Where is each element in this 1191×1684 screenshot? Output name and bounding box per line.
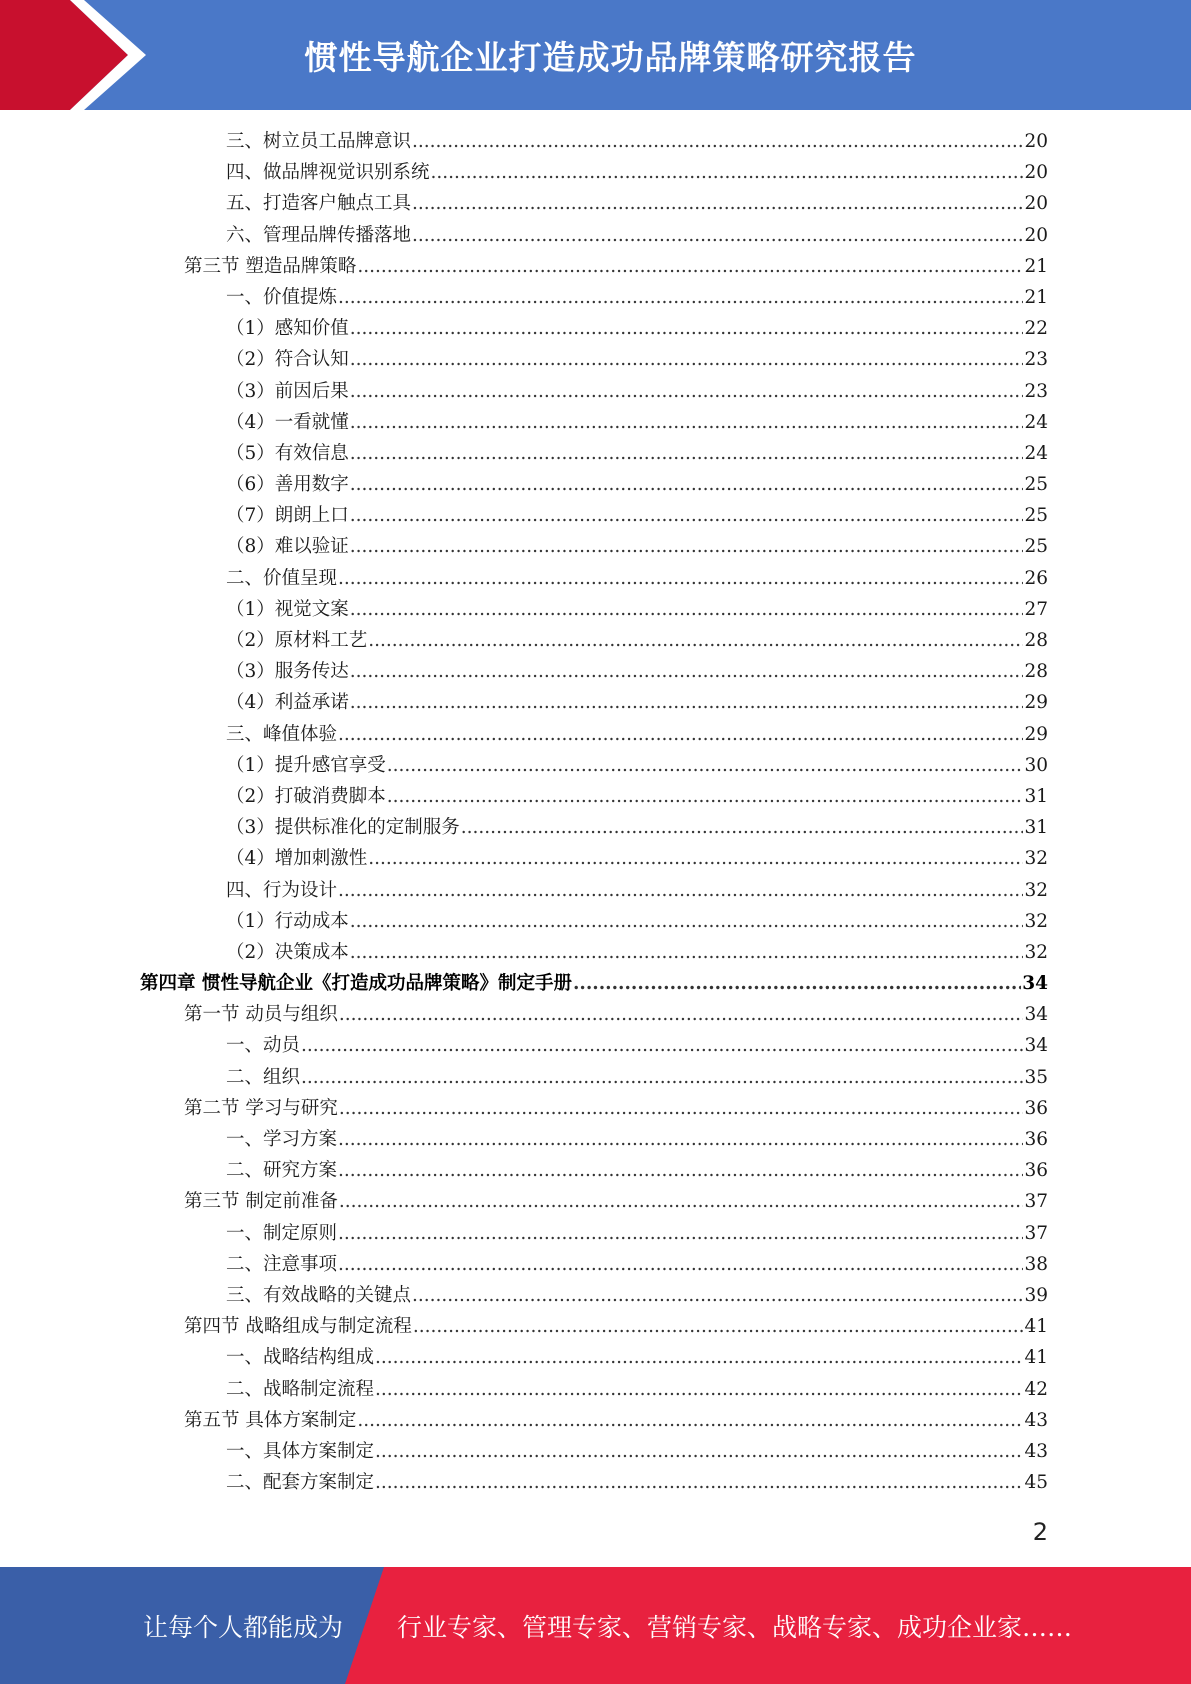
toc-entry[interactable] [140, 564, 1048, 595]
toc-entry-label: （1）感知价值 [226, 318, 349, 340]
toc-entry-label: 二、注意事项 [226, 1253, 338, 1275]
header-chevron-decoration [0, 0, 150, 110]
toc-leader-dots [461, 817, 1024, 838]
toc-entry[interactable] [140, 813, 1048, 844]
toc-entry-page: 43 [1024, 1409, 1048, 1431]
toc-entry-label: 一、学习方案 [226, 1129, 338, 1150]
toc-entry-label: 二、配套方案制定 [226, 1472, 375, 1494]
toc-entry[interactable] [140, 1219, 1048, 1250]
toc-entry-label: 二、组织 [226, 1066, 301, 1088]
toc-leader-dots [357, 256, 1023, 277]
toc-entry[interactable] [140, 439, 1048, 470]
toc-entry[interactable] [140, 377, 1048, 408]
toc-entry-page: 30 [1024, 754, 1048, 776]
toc-leader-dots [338, 1160, 1023, 1181]
toc-entry-label: 四、做品牌视觉识别系统 [226, 162, 430, 184]
toc-entry-page: 23 [1024, 349, 1048, 371]
toc-entry-page: 34 [1022, 973, 1048, 995]
toc-leader-dots [573, 973, 1021, 994]
toc-entry-label: （3）提供标准化的定制服务 [226, 817, 460, 839]
toc-entry-label: 第一节 动员与组织 [184, 1004, 338, 1026]
toc-entry[interactable] [140, 1156, 1048, 1187]
toc-entry-page: 36 [1024, 1129, 1048, 1150]
toc-entry-page: 25 [1024, 505, 1048, 527]
toc-entry-page: 22 [1024, 318, 1048, 340]
toc-leader-dots [350, 349, 1024, 370]
toc-entry[interactable] [140, 1437, 1048, 1468]
toc-entry-label: 第四章 惯性导航企业《打造成功品牌策略》制定手册 [140, 973, 572, 995]
toc-entry[interactable] [140, 1375, 1048, 1406]
toc-entry-page: 25 [1024, 474, 1048, 496]
toc-entry-page: 36 [1024, 1160, 1048, 1182]
page-number: 2 [1032, 1518, 1048, 1546]
toc-entry[interactable] [140, 1406, 1048, 1437]
toc-entry-page: 42 [1024, 1378, 1048, 1400]
toc-entry-page: 28 [1024, 661, 1048, 683]
toc-entry-label: （5）有效信息 [226, 442, 349, 464]
toc-leader-dots [350, 599, 1024, 620]
toc-entry-label: 三、树立员工品牌意识 [226, 131, 412, 152]
toc-entry[interactable] [140, 501, 1048, 532]
toc-entry-page: 38 [1024, 1253, 1048, 1275]
footer-slogan-left: 让每个人都能成为 [143, 1612, 344, 1642]
toc-entry-label: （2）决策成本 [226, 941, 349, 963]
toc-entry[interactable] [140, 969, 1048, 1000]
toc-entry-page: 20 [1024, 162, 1048, 184]
toc-entry-page: 35 [1024, 1066, 1048, 1088]
toc-entry-page: 21 [1024, 286, 1048, 308]
toc-entry[interactable] [140, 720, 1048, 751]
toc-leader-dots [368, 630, 1023, 651]
toc-entry-label: 第五节 具体方案制定 [184, 1409, 357, 1431]
toc-entry-label: （6）善用数字 [226, 474, 349, 496]
toc-entry-page: 34 [1024, 1035, 1048, 1057]
report-title: 惯性导航企业打造成功品牌策略研究报告 [304, 37, 917, 77]
toc-entry-page: 23 [1024, 380, 1048, 402]
toc-entry-page: 41 [1024, 1347, 1048, 1369]
toc-entry[interactable] [140, 782, 1048, 813]
toc-entry[interactable] [140, 751, 1048, 782]
toc-entry[interactable] [140, 158, 1048, 189]
toc-entry-label: 二、战略制定流程 [226, 1378, 375, 1400]
toc-leader-dots [350, 692, 1024, 713]
toc-entry[interactable] [140, 1125, 1048, 1156]
toc-leader-dots [387, 786, 1024, 807]
toc-entry[interactable] [140, 532, 1048, 563]
toc-leader-dots [338, 880, 1023, 901]
toc-entry-page: 34 [1024, 1004, 1048, 1026]
toc-entry-page: 24 [1024, 411, 1048, 433]
toc-entry-label: 一、价值提炼 [226, 286, 338, 308]
toc-entry[interactable] [140, 1031, 1048, 1062]
toc-entry-label: 第三节 制定前准备 [184, 1191, 338, 1213]
toc-leader-dots [431, 162, 1024, 183]
toc-entry[interactable] [140, 283, 1048, 314]
toc-entry-label: 四、行为设计 [226, 879, 338, 901]
toc-entry[interactable] [140, 252, 1048, 283]
toc-entry[interactable] [140, 1094, 1048, 1125]
toc-entry-page: 32 [1024, 910, 1048, 932]
toc-entry[interactable] [140, 657, 1048, 688]
toc-entry-label: （4）一看就懂 [226, 411, 349, 433]
toc-entry-page: 36 [1024, 1097, 1048, 1119]
toc-leader-dots [338, 287, 1023, 308]
toc-entry-label: 一、动员 [226, 1035, 301, 1057]
toc-entry-page: 20 [1024, 193, 1048, 215]
toc-entry-label: （3）服务传达 [226, 661, 349, 683]
toc-entry-label: 二、价值呈现 [226, 567, 338, 589]
toc-leader-dots [339, 1191, 1024, 1212]
toc-leader-dots [375, 1379, 1023, 1400]
toc-entry[interactable] [140, 626, 1048, 657]
toc-entry-page: 29 [1024, 723, 1048, 745]
toc-entry[interactable] [140, 1063, 1048, 1094]
toc-entry-page: 37 [1024, 1191, 1048, 1213]
toc-leader-dots [350, 911, 1024, 932]
toc-entry-label: （7）朗朗上口 [226, 505, 349, 527]
toc-entry-label: 三、峰值体验 [226, 723, 338, 745]
toc-entry-page: 39 [1024, 1284, 1048, 1306]
toc-entry-page: 41 [1024, 1316, 1048, 1338]
toc-leader-dots [350, 661, 1024, 682]
toc-entry-page: 25 [1024, 536, 1048, 558]
toc-entry[interactable] [140, 1187, 1048, 1218]
toc-leader-dots [387, 755, 1024, 776]
toc-entry-page: 20 [1024, 224, 1048, 246]
toc-entry-label: （3）前因后果 [226, 380, 349, 402]
toc-entry-page: 27 [1024, 598, 1048, 620]
toc-leader-dots [350, 536, 1024, 557]
page-header [0, 0, 1191, 110]
toc-entry-label: （1）视觉文案 [226, 598, 349, 620]
toc-entry-label: 第四节 战略组成与制定流程 [184, 1316, 412, 1338]
toc-leader-dots [338, 568, 1023, 589]
toc-leader-dots [375, 1347, 1023, 1368]
toc-entry-label: （2）原材料工艺 [226, 630, 368, 651]
toc-leader-dots [412, 193, 1023, 214]
toc-entry-label: 一、战略结构组成 [226, 1347, 375, 1369]
toc-entry-page: 29 [1024, 692, 1048, 714]
toc-entry[interactable] [140, 688, 1048, 719]
toc-entry-label: 第二节 学习与研究 [184, 1097, 338, 1119]
footer-slogan-right: 行业专家、管理专家、营销专家、战略专家、成功企业家…… [397, 1612, 1073, 1642]
toc-leader-dots [339, 1004, 1024, 1025]
toc-entry[interactable] [140, 1000, 1048, 1031]
toc-leader-dots [368, 848, 1023, 869]
toc-entry-label: （2）符合认知 [226, 349, 349, 371]
toc-entry-page: 20 [1024, 131, 1048, 152]
toc-leader-dots [301, 1035, 1023, 1056]
toc-entry[interactable] [140, 470, 1048, 501]
toc-leader-dots [375, 1472, 1023, 1493]
toc-entry-label: 二、研究方案 [226, 1160, 338, 1182]
toc-entry[interactable] [140, 189, 1048, 220]
toc-entry[interactable] [140, 938, 1048, 969]
toc-leader-dots [412, 1285, 1023, 1306]
table-of-contents [140, 127, 1048, 1499]
toc-entry[interactable] [140, 876, 1048, 907]
toc-entry-page: 26 [1024, 567, 1048, 589]
toc-leader-dots [350, 505, 1024, 526]
toc-entry-label: （4）增加刺激性 [226, 848, 368, 870]
toc-entry[interactable] [140, 907, 1048, 938]
toc-leader-dots [350, 381, 1024, 402]
toc-entry-label: 六、管理品牌传播落地 [226, 224, 412, 246]
toc-entry-label: （8）难以验证 [226, 536, 349, 558]
toc-entry-page: 31 [1024, 785, 1048, 807]
toc-entry-page: 32 [1024, 941, 1048, 963]
toc-entry-page: 31 [1024, 817, 1048, 839]
toc-entry-page: 32 [1024, 848, 1048, 870]
toc-leader-dots [350, 412, 1024, 433]
toc-leader-dots [350, 942, 1024, 963]
toc-entry-label: 第三节 塑造品牌策略 [184, 255, 357, 277]
toc-entry[interactable] [140, 408, 1048, 439]
toc-entry-label: 五、打造客户触点工具 [226, 193, 412, 215]
toc-leader-dots [338, 1254, 1023, 1275]
toc-entry-page: 32 [1024, 879, 1048, 901]
toc-entry-label: （1）行动成本 [226, 910, 349, 932]
toc-entry[interactable] [140, 1343, 1048, 1374]
toc-entry-page: 24 [1024, 442, 1048, 464]
toc-leader-dots [375, 1441, 1023, 1462]
toc-leader-dots [350, 318, 1024, 339]
toc-entry-label: （1）提升感官享受 [226, 754, 386, 776]
toc-entry[interactable] [140, 221, 1048, 252]
toc-entry-label: （4）利益承诺 [226, 692, 349, 714]
toc-entry-page: 43 [1024, 1440, 1048, 1462]
toc-entry[interactable] [140, 1250, 1048, 1281]
toc-leader-dots [412, 225, 1023, 246]
page-footer [0, 1567, 1191, 1684]
toc-leader-dots [350, 443, 1024, 464]
toc-entry[interactable] [140, 127, 1048, 158]
toc-entry[interactable] [140, 595, 1048, 626]
toc-entry-page: 37 [1024, 1222, 1048, 1244]
toc-entry[interactable] [140, 345, 1048, 376]
toc-entry-label: 一、制定原则 [226, 1222, 338, 1244]
toc-entry-label: 一、具体方案制定 [226, 1440, 375, 1462]
toc-entry-page: 21 [1024, 255, 1048, 277]
toc-entry-page: 45 [1024, 1472, 1048, 1494]
toc-leader-dots [301, 1067, 1023, 1088]
toc-leader-dots [412, 131, 1023, 152]
toc-entry[interactable] [140, 1281, 1048, 1312]
toc-leader-dots [350, 474, 1024, 495]
toc-entry-label: 三、有效战略的关键点 [226, 1284, 412, 1306]
toc-leader-dots [338, 1223, 1023, 1244]
toc-leader-dots [339, 1098, 1024, 1119]
toc-entry[interactable] [140, 1312, 1048, 1343]
toc-leader-dots [413, 1316, 1024, 1337]
toc-leader-dots [338, 724, 1023, 745]
toc-entry[interactable] [140, 1468, 1048, 1499]
toc-leader-dots [357, 1410, 1023, 1431]
toc-entry[interactable] [140, 314, 1048, 345]
toc-entry-label: （2）打破消费脚本 [226, 785, 386, 807]
toc-leader-dots [338, 1129, 1023, 1150]
toc-entry-page: 28 [1024, 630, 1048, 651]
toc-entry[interactable] [140, 844, 1048, 875]
